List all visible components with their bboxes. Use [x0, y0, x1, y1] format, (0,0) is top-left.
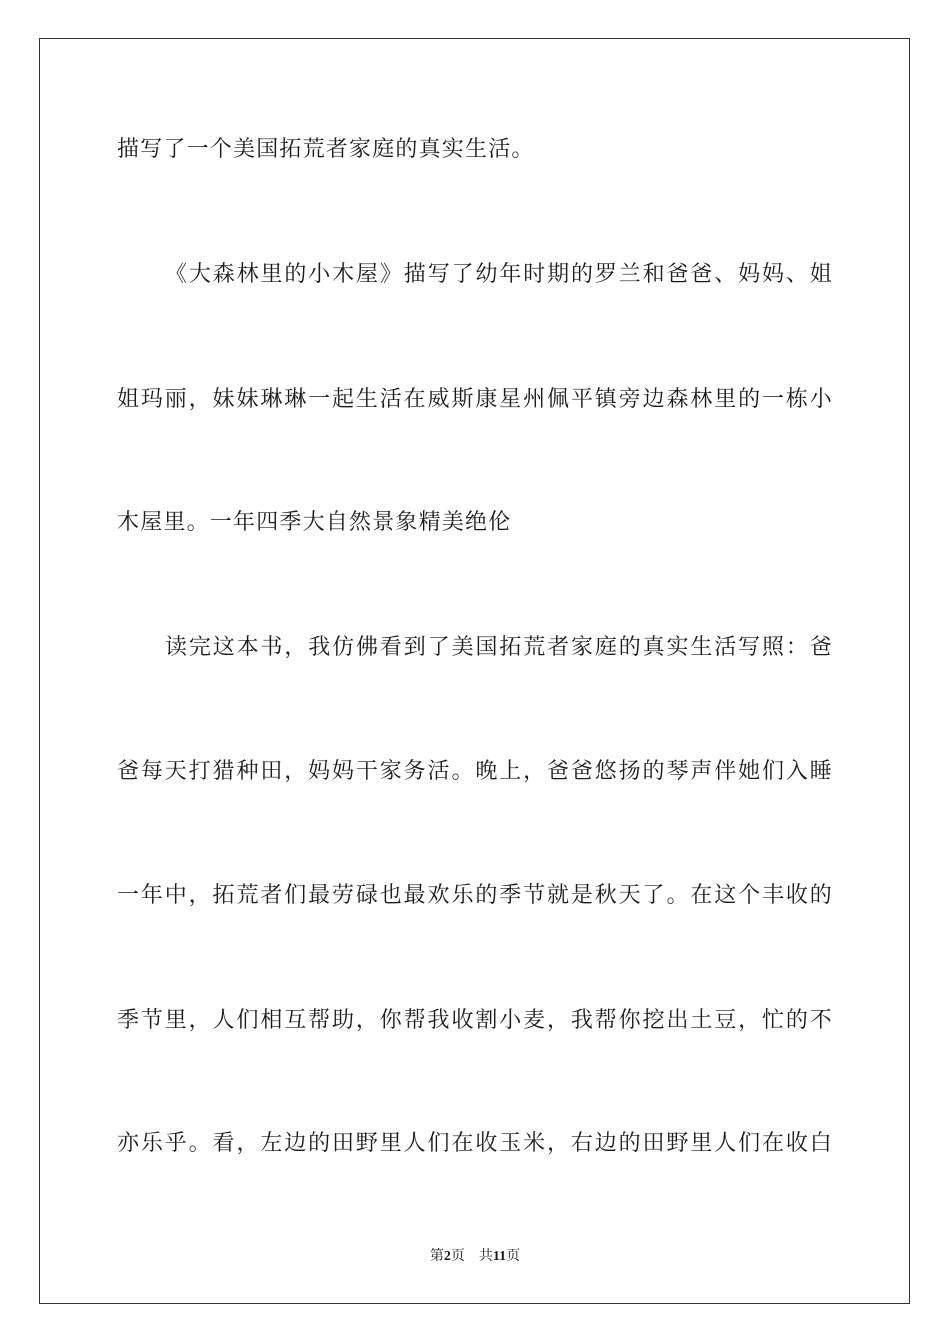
page-prefix: 第: [429, 1249, 444, 1264]
text-line-5: 读完这本书，我仿佛看到了美国拓荒者家庭的真实生活写照：爸: [165, 635, 833, 660]
page-number: 2: [443, 1249, 451, 1264]
total-suffix: 页: [506, 1249, 521, 1264]
text-line-7: 一年中，拓荒者们最劳碌也最欢乐的季节就是秋天了。在这个丰收的: [117, 883, 833, 908]
text-line-1: 描写了一个美国拓荒者家庭的真实生活。: [117, 137, 535, 162]
text-line-9: 亦乐乎。看，左边的田野里人们在收玉米，右边的田野里人们在收白: [117, 1131, 833, 1156]
text-line-3: 姐玛丽，妹妹琳琳一起生活在威斯康星州佩平镇旁边森林里的一栋小: [117, 387, 833, 412]
page-border: [39, 38, 910, 1304]
text-line-4: 木屋里。一年四季大自然景象精美绝伦: [117, 510, 512, 535]
total-prefix: 共: [478, 1249, 493, 1264]
page-suffix: 页: [450, 1249, 465, 1264]
total-pages: 11: [492, 1249, 507, 1264]
text-line-8: 季节里，人们相互帮助，你帮我收割小麦，我帮你挖出土豆，忙的不: [117, 1008, 833, 1033]
text-line-2: 《大森林里的小木屋》描写了幼年时期的罗兰和爸爸、妈妈、姐: [165, 262, 833, 287]
page-footer: [0, 1248, 950, 1266]
text-line-6: 爸每天打猎种田，妈妈干家务活。晚上，爸爸悠扬的琴声伴她们入睡: [117, 759, 833, 784]
